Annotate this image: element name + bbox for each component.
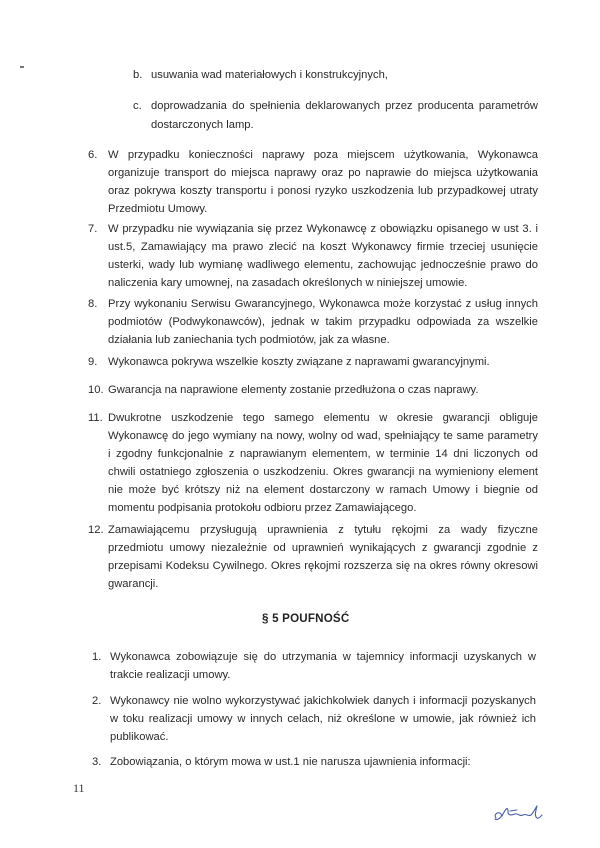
clause-line: trakcie realizacji umowy.: [110, 669, 231, 681]
clause-line: przedmiotu umowy niezależnie od uprawnień wynikających z gwarancji zgodnie z: [108, 542, 538, 554]
clause-line: chwili ostatniego zgłoszenia o uszkodzeniu. Okres gwarancji na wymieniony element: [108, 466, 538, 478]
section-heading: § 5 POUFNOŚĆ: [262, 612, 350, 625]
clause-line: momentu podpisania protokołu odbioru przez Zamawiającego.: [108, 502, 417, 514]
clause-number: 3.: [92, 756, 102, 768]
clause-number: 2.: [92, 695, 102, 707]
clause-line: Gwarancja na naprawione elementy zostanie przedłużona o czas naprawy.: [108, 384, 479, 396]
clause-number: 10.: [88, 384, 104, 396]
clause-line: ust.5, Zamawiający ma prawo zlecić na koszt Wykonawcy firmie trzeciej usunięcie: [108, 241, 538, 253]
clause-line: w toku realizacji umowy w innych celach, niż określone w umowie, jak również ich: [110, 713, 536, 725]
clause-line: Wykonawcy nie wolno wykorzystywać jakichkolwiek danych i informacji pozyskanych: [110, 695, 536, 707]
clause-line: organizuje transport do miejsca naprawy oraz po naprawie do miejsca użytkowania: [108, 167, 538, 179]
clause-number: 6.: [88, 149, 98, 161]
clause-line: naliczenia kary umownej, na zasadach określonych w niniejszej umowie.: [108, 277, 468, 289]
clause-number: 8.: [88, 298, 98, 310]
clause-line: publikować.: [110, 731, 169, 743]
clause-line: Wykonawca pokrywa wszelkie koszty związane z naprawami gwarancyjnymi.: [108, 356, 490, 368]
list-marker: c.: [133, 100, 142, 112]
clause-number: 9.: [88, 356, 98, 368]
clause-line: Przedmiotu Umowy.: [108, 203, 208, 215]
clause-line: usterki, wady lub wymianę wadliwego elementu, zachowując jednocześnie prawo do: [108, 259, 538, 271]
list-item-line: usuwania wad materiałowych i konstrukcyjnych,: [151, 69, 388, 81]
clause-number: 7.: [88, 223, 98, 235]
clause-line: Wykonawcę do jego wymiany na nowy, wolny od wad, spełniający te same parametry: [108, 430, 538, 442]
clause-line: Zamawiającemu przysługują uprawnienia z tytułu rękojmi za wady fizyczne: [108, 524, 538, 536]
clause-line: i zgodny funkcjonalnie z naprawianym elementem, w terminie 14 dni liczonych od: [108, 448, 538, 460]
clause-line: gwarancji.: [108, 578, 159, 590]
signature-icon: [490, 798, 546, 826]
clause-line: przepisami Kodeksu Cywilnego. Okres rękojmi rozszerza się na okres równy okresowi: [108, 560, 538, 572]
clause-number: 1.: [92, 651, 102, 663]
clause-number: 12.: [88, 524, 104, 536]
clause-line: nie może być krótszy niż na element dostarczony w ramach Umowy i biegnie od: [108, 484, 538, 496]
margin-mark: [20, 66, 24, 68]
clause-line: oraz pokrywa koszty transportu i ponosi ryzyko uszkodzenia lub przypadkowej utraty: [108, 185, 538, 197]
page-number: 11: [73, 781, 85, 795]
clause-line: Wykonawca zobowiązuje się do utrzymania w tajemnicy informacji uzyskanych w: [110, 651, 536, 663]
clause-line: W przypadku konieczności naprawy poza miejscem użytkowania, Wykonawca: [108, 149, 538, 161]
clause-line: Dwukrotne uszkodzenie tego samego elementu w okresie gwarancji obliguje: [108, 412, 538, 424]
list-marker: b.: [133, 69, 143, 81]
clause-line: Przy wykonaniu Serwisu Gwarancyjnego, Wykonawca może korzystać z usług innych: [108, 298, 538, 310]
clause-line: Zobowiązania, o którym mowa w ust.1 nie narusza ujawnienia informacji:: [110, 756, 471, 768]
clause-line: działania lub zaniechania tych podmiotów, jak za własne.: [108, 334, 390, 346]
clause-line: W przypadku nie wywiązania się przez Wykonawcę z obowiązku opisanego w ust 3. i: [108, 223, 538, 235]
clause-number: 11.: [88, 412, 103, 424]
list-item-line: doprowadzania do spełnienia deklarowanych przez producenta parametrów: [151, 100, 538, 112]
clause-line: podmiotów (Podwykonawców), jednak w takim przypadku odpowiada za wszelkie: [108, 316, 538, 328]
list-item-line: dostarczonych lamp.: [151, 119, 254, 131]
